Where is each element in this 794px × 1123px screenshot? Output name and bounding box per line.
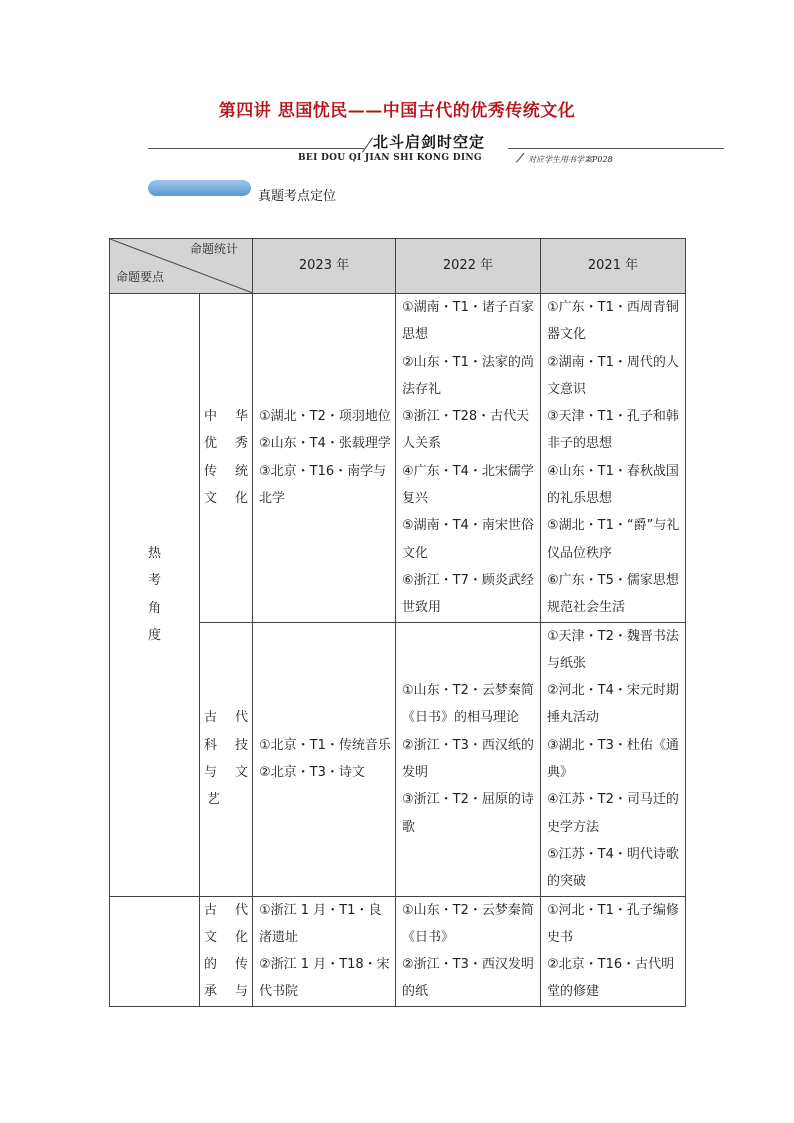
cell-2022 xyxy=(396,896,541,1006)
cell-2021 xyxy=(541,622,686,896)
exam-item: ⑥广东・T5・儒家思想规范社会生活 xyxy=(547,572,679,616)
cell-2021 xyxy=(541,896,686,1006)
cell-2022 xyxy=(396,294,541,623)
subcategory-line: 艺 xyxy=(207,792,221,808)
main-category-char: 角 xyxy=(147,600,161,616)
exam-item: ②浙江 1 月・T18・宋代书院 xyxy=(259,957,390,1000)
banner-reference: 对应学生用书学案P028 xyxy=(528,155,613,164)
table-row xyxy=(110,896,686,1006)
section-pill-badge xyxy=(148,180,251,196)
exam-item: ⑤湖南・T4・南宋世俗文化 xyxy=(402,518,534,561)
subcategory-line: 古 代 xyxy=(204,902,248,918)
exam-item: ①浙江 1 月・T1・良渚遗址 xyxy=(259,902,382,945)
exam-item: ⑤江苏・T4・明代诗歌的突破 xyxy=(547,846,679,890)
main-category-char: 考 xyxy=(147,573,161,589)
exam-item: ①山东・T2・云梦秦简《日书》的相马理论 xyxy=(402,683,534,726)
subcategory-line: 古 代 xyxy=(204,710,248,726)
table-row xyxy=(110,294,686,623)
exam-item: ③浙江・T2・屈原的诗歌 xyxy=(402,792,534,835)
subcategory-line: 的 传 xyxy=(204,957,248,973)
exam-item: ②北京・T16・古代明堂的修建 xyxy=(547,957,675,1000)
banner-heading: 北斗启剑时空定 xyxy=(373,133,486,151)
exam-item: ①天津・T2・魏晋书法与纸张 xyxy=(547,628,679,671)
exam-item: ①广东・T1・西周青铜器文化 xyxy=(547,300,679,343)
exam-item: ③湖北・T3・杜佑《通典》 xyxy=(547,737,679,781)
subcategory-line: 传 统 xyxy=(204,463,248,479)
subcategory-line: 文化 xyxy=(204,491,248,507)
exam-item: ①北京・T1・传统音乐 xyxy=(259,737,391,753)
exam-item: ④山东・T1・春秋战国的礼乐思想 xyxy=(547,463,679,507)
exam-item: ①河北・T1・孔子编修史书 xyxy=(547,902,679,945)
exam-item: ④广东・T4・北宋儒学复兴 xyxy=(402,463,534,507)
cell-2022 xyxy=(396,622,541,896)
exam-item: ①湖南・T1・诸子百家思想 xyxy=(402,300,534,343)
exam-item: ②浙江・T3・西汉发明的纸 xyxy=(402,957,534,1000)
banner-divider-right xyxy=(508,148,724,149)
exam-item: ②北京・T3・诗文 xyxy=(259,765,365,781)
cell-2023 xyxy=(253,896,396,1006)
exam-item: ③天津・T1・孔子和韩非子的思想 xyxy=(547,409,679,452)
banner-divider-left xyxy=(148,148,364,149)
subcategory-cell xyxy=(200,896,253,1006)
corner-label-top: 命题统计 xyxy=(189,242,238,256)
banner-slash xyxy=(362,137,373,152)
page-title: 第四讲 思国忧民——中国古代的优秀传统文化 xyxy=(218,101,576,121)
subcategory-line: 承 与 xyxy=(204,984,248,1000)
subcategory-line: 优 秀 xyxy=(204,436,248,452)
cell-2023 xyxy=(253,294,396,623)
main-category-char: 度 xyxy=(147,628,161,644)
exam-item: ②河北・T4・宋元时期捶丸活动 xyxy=(547,683,679,726)
exam-item: ①湖北・T2・项羽地位 xyxy=(259,409,391,425)
exam-topic-table xyxy=(109,238,686,1007)
banner-pinyin: BEI DOU QI JIAN SHI KONG DING xyxy=(298,153,482,163)
main-category-cell xyxy=(110,294,200,897)
corner-label-bottom: 命题要点 xyxy=(116,270,165,284)
subcategory-line: 文 化 xyxy=(204,929,248,945)
banner-slash-small xyxy=(516,153,524,163)
year-header-2021: 2021 年 xyxy=(541,239,686,294)
section-label: 真题考点定位 xyxy=(258,189,337,204)
exam-item: ③北京・T16・南学与北学 xyxy=(259,463,387,507)
exam-item: ⑥浙江・T7・顾炎武经世致用 xyxy=(402,572,534,616)
exam-item: ⑤湖北・T1・“爵”与礼仪品位秩序 xyxy=(547,518,680,561)
exam-item: ④江苏・T2・司马迁的史学方法 xyxy=(547,792,679,835)
subcategory-line: 与 文 xyxy=(204,765,248,781)
table-corner-cell xyxy=(110,239,253,294)
subcategory-line: 中 华 xyxy=(204,409,248,425)
main-category-cell-continued xyxy=(110,896,200,1006)
subcategory-cell xyxy=(200,294,253,623)
main-category-char: 热 xyxy=(147,546,161,562)
table-header-row xyxy=(110,239,686,294)
exam-item: ①山东・T2・云梦秦简《日书》 xyxy=(402,902,534,945)
exam-item: ②湖南・T1・周代的人文意识 xyxy=(547,354,679,397)
exam-item: ③浙江・T28・古代天人关系 xyxy=(402,409,530,452)
cell-2021 xyxy=(541,294,686,623)
year-header-2023: 2023 年 xyxy=(253,239,396,294)
subcategory-line: 科 技 xyxy=(204,737,248,753)
exam-item: ②浙江・T3・西汉纸的发明 xyxy=(402,737,534,781)
subcategory-cell xyxy=(200,622,253,896)
exam-item: ②山东・T4・张载理学 xyxy=(259,436,391,452)
year-header-2022: 2022 年 xyxy=(396,239,541,294)
exam-item: ②山东・T1・法家的尚法存礼 xyxy=(402,354,534,397)
cell-2023 xyxy=(253,622,396,896)
